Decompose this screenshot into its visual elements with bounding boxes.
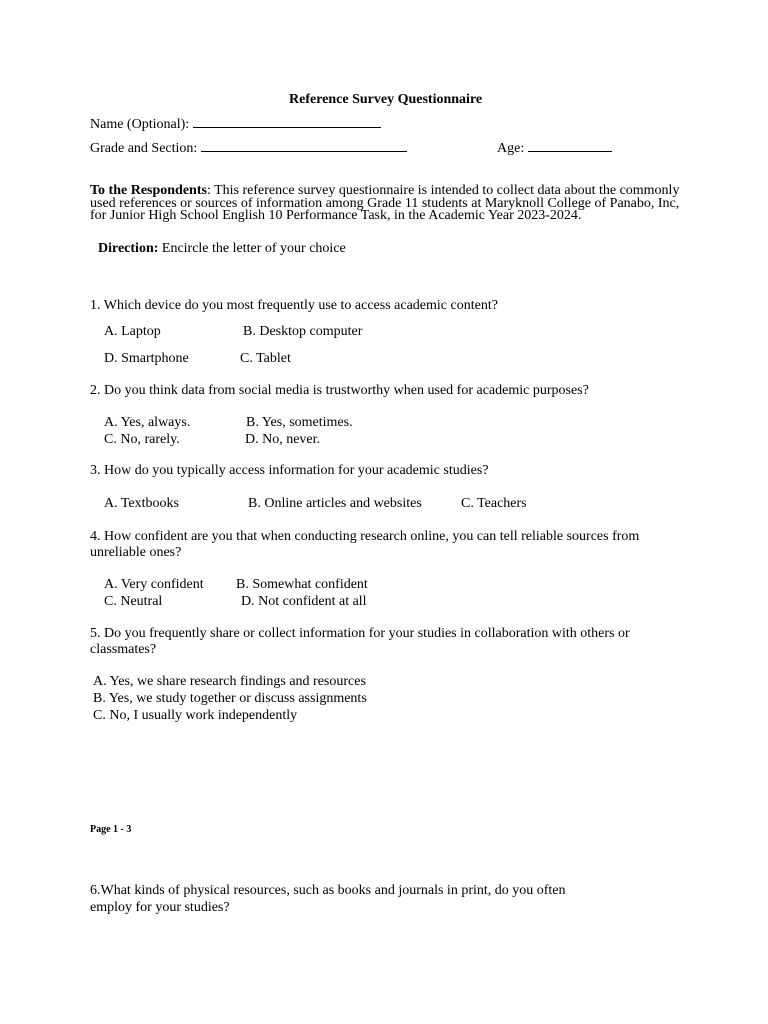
q2-option-c: C. No, rarely.: [104, 432, 180, 447]
q3-option-b: B. Online articles and websites: [248, 496, 422, 511]
question-1: 1. Which device do you most frequently use to access academic content?: [90, 298, 498, 313]
direction-label: Direction:: [98, 241, 159, 256]
q1-option-b: B. Desktop computer: [243, 324, 363, 339]
question-5-line1: 5. Do you frequently share or collect information for your studies in collaboration with others or: [90, 626, 630, 641]
q5-option-b: B. Yes, we study together or discuss assignments: [93, 691, 367, 706]
q3-option-a: A. Textbooks: [104, 496, 179, 511]
respondents-text: : This reference survey questionnaire is intended to collect data about the commonly used references or sources of information among Grade 11 students at Maryknoll College of Panabo, Inc, for Junior High School English 10 Performance Task, in the Academic Year 2023-2024.: [90, 183, 680, 223]
page-footer: Page 1 - 3: [90, 824, 132, 835]
q4-option-a: A. Very confident: [104, 577, 204, 592]
question-4-line2: unreliable ones?: [90, 545, 182, 560]
q1-option-d: D. Smartphone: [104, 351, 189, 366]
grade-blank: [201, 139, 407, 152]
q2-option-a: A. Yes, always.: [104, 415, 191, 430]
direction-line: [98, 241, 346, 257]
q4-option-d: D. Not confident at all: [241, 594, 367, 609]
q5-option-c: C. No, I usually work independently: [93, 708, 298, 723]
grade-field: [90, 139, 407, 157]
grade-label: Grade and Section:: [90, 141, 198, 156]
q1-option-c: C. Tablet: [240, 351, 291, 366]
name-blank: [193, 115, 381, 128]
respondents-lead: To the Respondents: [90, 183, 207, 198]
q2-option-d: D. No, never.: [245, 432, 321, 447]
question-5-line2: classmates?: [90, 642, 157, 657]
age-blank: [528, 139, 612, 152]
question-2: 2. Do you think data from social media is trustworthy when used for academic purposes?: [90, 383, 589, 398]
q2-option-b: B. Yes, sometimes.: [246, 415, 353, 430]
direction-text: Encircle the letter of your choice: [158, 241, 346, 256]
question-6-line1: 6.What kinds of physical resources, such as books and journals in print, do you often: [90, 883, 566, 898]
q4-option-b: B. Somewhat confident: [236, 577, 368, 592]
document-title: Reference Survey Questionnaire: [289, 92, 483, 107]
q4-option-c: C. Neutral: [104, 594, 163, 609]
name-label: Name (Optional):: [90, 117, 190, 132]
age-label: Age:: [497, 141, 525, 156]
question-4-line1: 4. How confident are you that when conducting research online, you can tell reliable sources from: [90, 529, 640, 544]
age-field: [497, 139, 612, 157]
name-field: [90, 115, 381, 133]
question-6-line2: employ for your studies?: [90, 900, 230, 915]
respondents-paragraph: [90, 185, 690, 223]
q3-option-c: C. Teachers: [461, 496, 527, 511]
question-3: 3. How do you typically access information for your academic studies?: [90, 463, 489, 478]
q5-option-a: A. Yes, we share research findings and resources: [93, 674, 366, 689]
q1-option-a: A. Laptop: [104, 324, 161, 339]
